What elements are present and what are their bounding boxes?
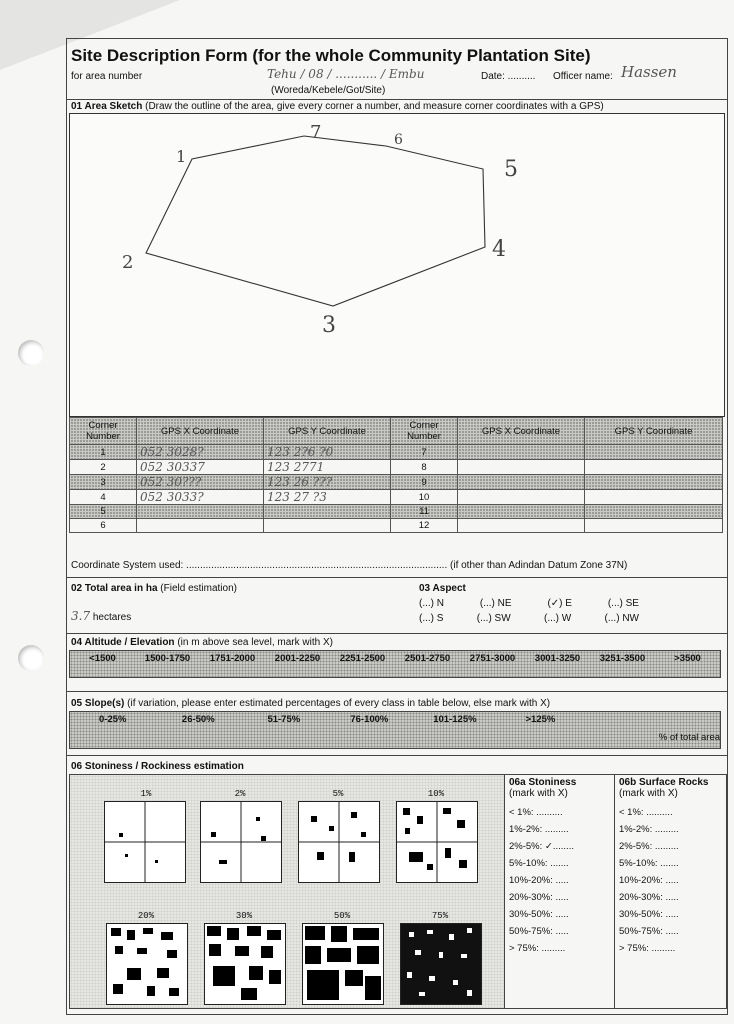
stoniness-option[interactable]: < 1%: .......... <box>509 807 563 818</box>
stone-grid-30pct <box>204 923 286 1005</box>
gps-table-header: Corner Number GPS X Coordinate GPS Y Coordinate Corner Number GPS X Coordinate GPS Y Coordinate <box>70 418 723 445</box>
surface-rocks-option[interactable]: 1%-2%: ......... <box>619 824 679 835</box>
stoniness-option[interactable]: 2%-5%: ✓........ <box>509 841 574 852</box>
stone-grid-50pct <box>302 923 384 1005</box>
form-title: Site Description Form (for the whole Community Plantation Site) <box>71 46 591 65</box>
surface-rocks-option[interactable]: 2%-5%: ......... <box>619 841 679 852</box>
table-row[interactable]: 5 11 <box>70 505 723 519</box>
grid-label-10pct: 10% <box>427 789 445 799</box>
stone-grid-75pct <box>400 923 482 1005</box>
table-row[interactable]: 4 052 3033? 123 27 ?3 10 <box>70 490 723 505</box>
punch-hole-bottom <box>18 645 44 671</box>
aspect-row-1[interactable]: (...) N (...) NE (✓) E (...) SE <box>419 598 639 609</box>
surface-rocks-option[interactable]: 30%-50%: ..... <box>619 909 679 920</box>
table-row[interactable]: 1 052 3028? 123 2?6 ?0 7 <box>70 445 723 460</box>
surface-rocks-option[interactable]: 10%-20%: ..... <box>619 875 679 886</box>
stoniness-option[interactable]: > 75%: ......... <box>509 943 566 954</box>
table-row[interactable]: 3 052 30??? 123 26 ??? 9 <box>70 475 723 490</box>
stone-grid-20pct <box>106 923 188 1005</box>
divider <box>67 691 727 692</box>
aspect-heading: 03 Aspect <box>419 583 466 594</box>
officer-name-label: Officer name: <box>553 71 613 82</box>
grid-label-75pct: 75% <box>431 911 449 921</box>
divider <box>67 99 727 100</box>
stoniness-option[interactable]: 5%-10%: ....... <box>509 858 569 869</box>
grid-label-30pct: 30% <box>235 911 253 921</box>
corner-3: 3 <box>322 313 336 338</box>
corner-6: 6 <box>394 132 403 148</box>
slope-heading: 05 Slope(s) (if variation, please enter estimated percentages of every class in table below, else mark with X) <box>71 698 551 709</box>
grid-label-2pct: 2% <box>234 789 246 799</box>
surface-rocks-option[interactable]: 50%-75%: ..... <box>619 926 679 937</box>
corner-2: 2 <box>122 252 134 273</box>
surface-rocks-option[interactable]: > 75%: ......... <box>619 943 676 954</box>
divider <box>67 755 727 756</box>
stone-grid-1pct <box>104 801 186 883</box>
area-sketch-drawing <box>70 114 724 416</box>
date-field[interactable]: Date: .......... <box>481 71 536 82</box>
corner-5: 5 <box>504 157 518 182</box>
grid-label-1pct: 1% <box>140 789 152 799</box>
sketch-heading: 01 Area Sketch (Draw the outline of the area, give every corner a number, and measure corner coordinates with a GPS) <box>71 101 604 112</box>
area-number-field[interactable]: Tehu / 08 / ........... / Embu <box>267 67 425 81</box>
stoniness-option[interactable]: 30%-50%: ..... <box>509 909 569 920</box>
stone-grid-5pct <box>298 801 380 883</box>
stoniness-column: 06a Stoniness (mark with X) < 1%: .......... 1%-2%: ......... 2%-5%: ✓........ 5%-10%: ....... 10%-20%: ..... 20%-30%: ..... 30%-50%: ..... 50%-75%: ..... > 75%: ......... <box>504 775 615 1008</box>
coordinate-system-row[interactable]: Coordinate System used: .............................................................................................. (if other than Adindan Datum Zone 37N) <box>71 560 628 571</box>
corner-7: 7 <box>310 122 322 143</box>
stone-grid-2pct <box>200 801 282 883</box>
divider <box>67 633 727 634</box>
stoniness-section <box>69 774 727 1009</box>
table-row[interactable]: 2 052 30337 123 2771 8 <box>70 460 723 475</box>
table-row[interactable]: 6 12 <box>70 519 723 533</box>
total-area-heading: 02 Total area in ha (Field estimation) <box>71 583 237 594</box>
stoniness-option[interactable]: 50%-75%: ..... <box>509 926 569 937</box>
stoniness-option[interactable]: 10%-20%: ..... <box>509 875 569 886</box>
altitude-classes[interactable]: <1500 1500-1750 1751-2000 2001-2250 2251-2500 2501-2750 2751-3000 3001-3250 3251-3500 >3500 <box>69 650 721 678</box>
surface-rocks-option[interactable]: < 1%: .......... <box>619 807 673 818</box>
stoniness-option[interactable]: 20%-30%: ..... <box>509 892 569 903</box>
corner-4: 4 <box>492 237 506 262</box>
surface-rocks-option[interactable]: 5%-10%: ....... <box>619 858 679 869</box>
corner-1: 1 <box>176 147 187 166</box>
punch-hole-top <box>18 340 44 366</box>
stoniness-heading: 06 Stoniness / Rockiness estimation <box>71 761 244 772</box>
officer-name-field[interactable]: Hassen <box>621 63 677 81</box>
gps-coordinate-table <box>69 417 723 533</box>
grid-label-5pct: 5% <box>332 789 344 799</box>
surface-rocks-option[interactable]: 20%-30%: ..... <box>619 892 679 903</box>
slope-classes[interactable]: 0-25% 26-50% 51-75% 76-100% 101-125% >125% % of total area <box>69 711 721 749</box>
area-sketch-box[interactable] <box>69 113 725 417</box>
altitude-heading: 04 Altitude / Elevation (in m above sea level, mark with X) <box>71 637 333 648</box>
stone-grid-10pct <box>396 801 478 883</box>
site-description-form <box>66 38 728 1015</box>
header-row <box>71 63 721 96</box>
stoniness-option[interactable]: 1%-2%: ......... <box>509 824 569 835</box>
grid-label-50pct: 50% <box>333 911 351 921</box>
area-number-label: for area number <box>71 71 143 82</box>
aspect-row-2[interactable]: (...) S (...) SW (...) W (...) NW <box>419 613 639 624</box>
grid-label-20pct: 20% <box>137 911 155 921</box>
total-area-field[interactable]: 3.7 hectares <box>71 609 132 623</box>
surface-rocks-column: 06b Surface Rocks (mark with X) < 1%: .......... 1%-2%: ......... 2%-5%: ......... 5%-10%: ....... 10%-20%: ..... 20%-30%: ..... 30%-50%: ..... 50%-75%: ..... > 75%: ......... <box>614 775 727 1008</box>
location-hint: (Woreda/Kebele/Got/Site) <box>271 85 386 96</box>
divider <box>67 577 727 578</box>
